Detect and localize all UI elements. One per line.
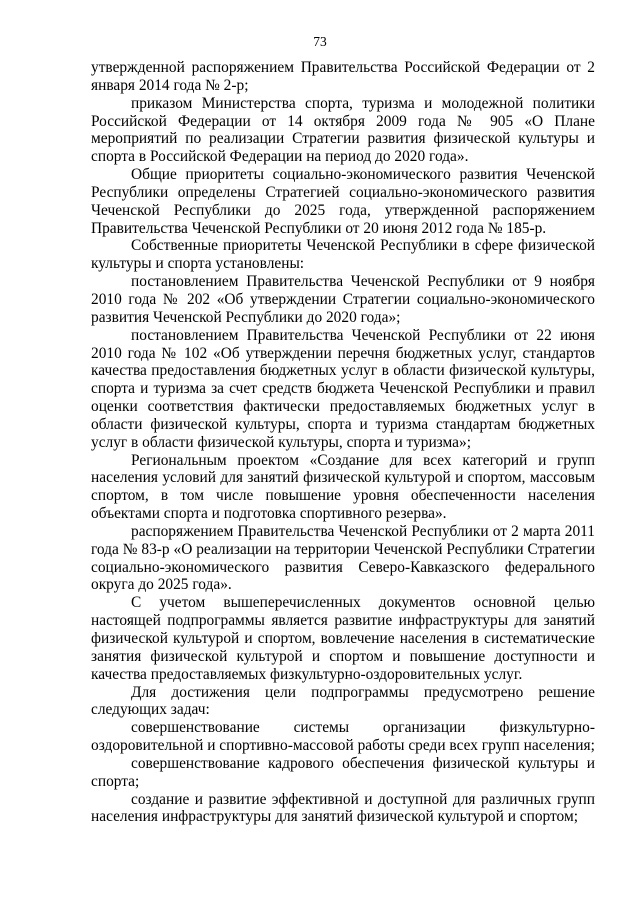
paragraph-resolution-202: постановлением Правительства Чеченской Республики от 9 ноября 2010 года № 202 «Об утверждении Стратегии социально-экономического развития Чеченской Республики до 2020 года»; bbox=[91, 273, 595, 326]
paragraph-regional-project: Региональным проектом «Создание для всех категорий и групп населения условий для занятий физической культурой и спортом, массовым спортом, в том числе повышение уровня обеспеченности населения объектами спорта и подготовка спортивного резерва». bbox=[91, 451, 595, 523]
paragraph-task-1: совершенствование системы организации физкультурно-оздоровительной и спортивно-массовой работы среди всех групп населения; bbox=[91, 719, 595, 755]
paragraph-general-priorities: Общие приоритеты социально-экономического развития Чеченской Республики определены Стратегией социально-экономического развития Чеченской Республики до 2025 года, утвержденной распоряжением Правительства Чеченской Республики от 20 июня 2012 года № 185-р. bbox=[91, 166, 595, 237]
paragraph-resolution-102: постановлением Правительства Чеченской Республики от 22 июня 2010 года № 102 «Об утверждении перечня бюджетных услуг, стандартов качества предоставления бюджетных услуг в области физической культуры, спорта и туризма за счет средств бюджета Чеченской Республики и правил оценки соответствия фактически предоставляемых бюджетных услуг в области физической культуры, спорта и туризма стандартам бюджетных услуг в области физической культуры, спорта и туризма»; bbox=[91, 326, 595, 451]
page-number: 73 bbox=[313, 34, 327, 49]
paragraph-own-priorities: Собственные приоритеты Чеченской Республики в сфере физической культуры и спорта установлены: bbox=[91, 237, 595, 273]
paragraph-task-2: совершенствование кадрового обеспечения физической культуры и спорта; bbox=[91, 754, 595, 790]
paragraph-continuation: утвержденной распоряжением Правительства Российской Федерации от 2 января 2014 года № 2-р; bbox=[91, 59, 595, 94]
paragraph-order-83r: распоряжением Правительства Чеченской Республики от 2 марта 2011 года № 83-р «О реализации на территории Чеченской Республики Стратегии социально-экономического развития Северо-Кавказского федерального округа до 2025 года». bbox=[91, 522, 595, 594]
paragraph-tasks-intro: Для достижения цели подпрограммы предусмотрено решение следующих задач: bbox=[91, 683, 595, 719]
paragraph-task-3: создание и развитие эффективной и доступной для различных групп населения инфраструктуры для занятий физической культурой и спортом; bbox=[91, 790, 595, 826]
paragraph-sport-ministry-order: приказом Министерства спорта, туризма и молодежной политики Российской Федерации от 14 октября 2009 года № 905 «О Плане мероприятий по реализации Стратегии развития физической культуры и спорта в Российской Федерации на период до 2020 года». bbox=[91, 94, 595, 166]
paragraph-main-goal: С учетом вышеперечисленных документов основной целью настоящей подпрограммы является развитие инфраструктуры для занятий физической культурой и спортом, вовлечение населения в систематические занятия физической культурой и спортом и повышение доступности и качества предоставляемых физкультурно-оздоровительных услуг. bbox=[91, 594, 595, 683]
document-body bbox=[91, 59, 595, 826]
